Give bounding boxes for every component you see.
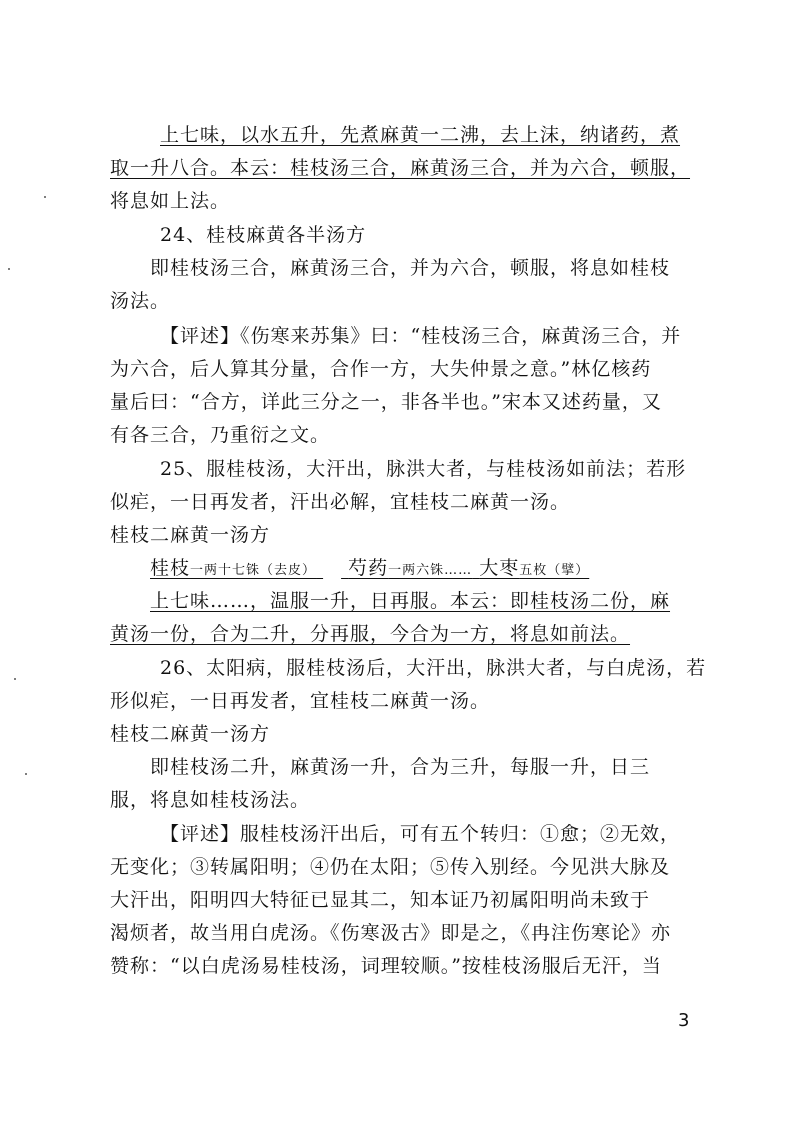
herb-name: 芍药 — [348, 557, 389, 579]
commentary-line-3: 量后曰：“合方，详此三分之一，非各半也。”宋本又述药量，又 — [110, 391, 662, 413]
section-heading-25: 25、服桂枝汤，大汗出，脉洪大者，与桂枝汤如前法；若形 — [160, 458, 687, 480]
scan-speck — [14, 678, 16, 680]
text-line-19: 即桂枝汤二升，麻黄汤一升，合为三升，每服一升，日三 — [150, 756, 651, 778]
commentary-line-2: 为六合，后人算其分量，合作一方，大失仲景之意。”林亿核药 — [110, 358, 652, 380]
commentary-line-7: 大汗出，阳明四大特征已显其二，知本证乃初属阳明尚未致于 — [110, 889, 651, 911]
commentary-line-4: 有各三合，乃重衍之文。 — [110, 424, 331, 446]
formula-title-2: 桂枝二麻黄一汤方 — [110, 723, 271, 745]
text-line-3: 将息如上法。 — [110, 190, 231, 212]
herb-dose: 一两十七铢（去皮） — [190, 563, 317, 578]
commentary-line-1: 【评述】《伤寒来苏集》曰：“桂枝汤三合，麻黄汤三合，并 — [160, 325, 682, 347]
text-line-12: 似疟，一日再发者，汗出必解，宜桂枝二麻黄一汤。 — [110, 491, 571, 513]
text-line-14: 上七味……，温服一升，日再服。本云：即桂枝汤二份，麻 — [150, 590, 671, 612]
scan-speck — [44, 196, 46, 198]
commentary-line-8: 渴烦者，故当用白虎汤。《伤寒汲古》即是之，《冉注伤寒论》亦 — [110, 922, 672, 944]
herb-dose: 五枚（擘） — [519, 563, 590, 578]
page-number: 3 — [678, 1010, 690, 1031]
commentary-line-9: 赞称：“以白虎汤易桂枝汤，词理较顺。”按桂枝汤服后无汗，当 — [110, 955, 662, 977]
scan-speck — [25, 773, 27, 775]
herb-name: 大枣 — [479, 557, 520, 579]
herb-name: 桂枝 — [150, 557, 191, 579]
section-heading-26: 26、太阳病，服桂枝汤后，大汗出，脉洪大者，与白虎汤，若 — [160, 657, 707, 679]
section-heading-24: 24、桂枝麻黄各半汤方 — [160, 224, 367, 246]
scan-speck — [8, 268, 10, 270]
herb-list-line — [150, 555, 589, 584]
text-line-1: 上七味，以水五升，先煮麻黄一二沸，去上沫，纳诸药，煮 — [160, 124, 681, 146]
formula-title-1: 桂枝二麻黄一汤方 — [110, 524, 271, 546]
text-line-17: 形似疟，一日再发者，宜桂枝二麻黄一汤。 — [110, 690, 491, 712]
text-line-2: 取一升八合。本云：桂枝汤三合，麻黄汤三合，并为六合，顿服， — [110, 157, 691, 179]
text-line-20: 服，将息如桂枝汤法。 — [110, 789, 311, 811]
text-line-6: 汤法。 — [110, 290, 171, 312]
commentary-line-6: 无变化；③转属阳明；④仍在太阳；⑤传入别经。今见洪大脉及 — [110, 856, 671, 878]
herb-dose: 一两六铢…… — [388, 563, 473, 578]
commentary-line-5: 【评述】服桂枝汤汗出后，可有五个转归：①愈；②无效， — [160, 823, 681, 845]
text-line-15: 黄汤一份，合为二升，分再服，今合为一方，将息如前法。 — [110, 623, 631, 645]
text-line-5: 即桂枝汤三合，麻黄汤三合，并为六合，顿服，将息如桂枝 — [150, 257, 671, 279]
